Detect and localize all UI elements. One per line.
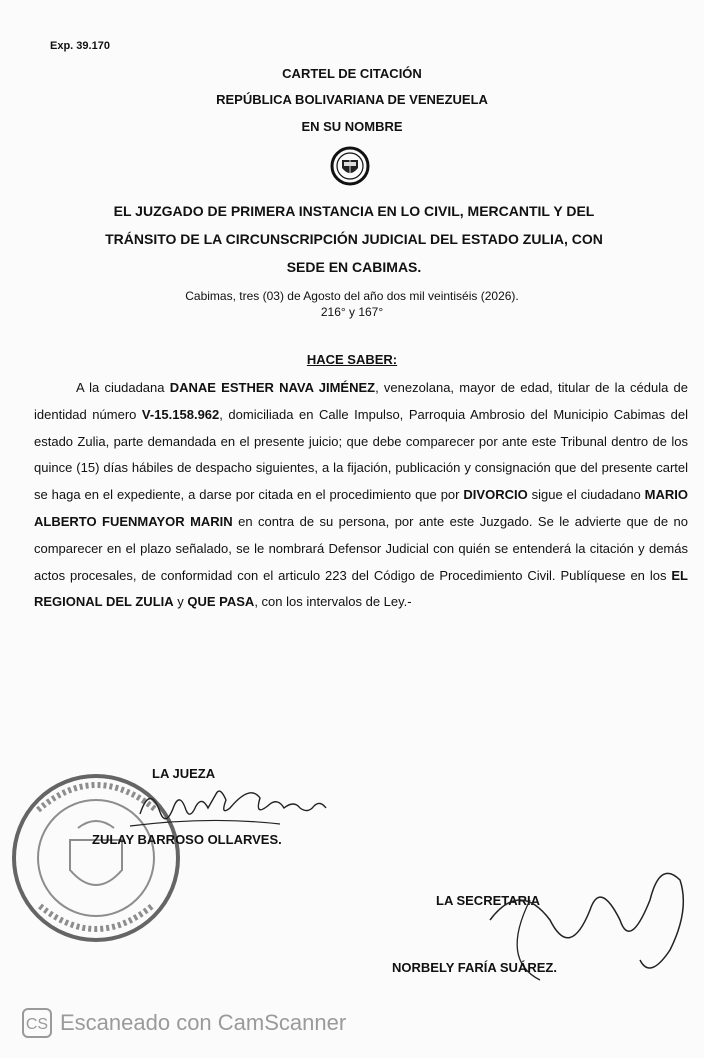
camscanner-logo-icon: CS <box>22 1008 52 1038</box>
expediente-number: Exp. 39.170 <box>50 40 110 52</box>
secretaria-name: NORBELY FARÍA SUÁREZ. <box>392 960 557 975</box>
newspaper-2: QUE PASA <box>187 594 255 610</box>
court-heading <box>38 197 670 281</box>
watermark-text: Escaneado con CamScanner <box>60 1010 347 1035</box>
court-line-2: TRÁNSITO DE LA CIRCUNSCRIPCIÓN JUDICIAL DEL ESTADO ZULIA, CON <box>105 231 603 247</box>
camscanner-watermark <box>22 1008 442 1042</box>
plaintiff-name: MARIO ALBERTO FUENMAYOR MARIN <box>34 487 688 529</box>
court-line-1: EL JUZGADO DE PRIMERA INSTANCIA EN LO CIVIL, MERCANTIL Y DEL <box>113 203 595 219</box>
body-text-c: , domiciliada en Calle Impulso, Parroquia Ambrosio del Municipio Cabimas del estado Zulia, parte demandada en el presente juicio; que debe comparecer por ante este Tribunal dentro de los quince (15) días hábiles de despacho siguientes, a la fijación, publicación y consignación que del presente cartel se haga en el expediente, a darse por citada en el procedimiento que por <box>34 406 688 503</box>
jueza-title: LA JUEZA <box>152 766 216 781</box>
body-text-d: sigue el ciudadano <box>527 487 645 503</box>
coat-of-arms-seal-icon <box>330 146 370 186</box>
date-block <box>0 288 704 320</box>
case-type: DIVORCIO <box>463 487 528 503</box>
newspaper-1: EL REGIONAL DEL ZULIA <box>34 567 688 610</box>
citation-body <box>34 375 688 616</box>
judge-signature-icon <box>120 774 380 834</box>
years-line: 216° y 167° <box>320 305 384 319</box>
body-text-g: , con los intervalos de Ley.- <box>254 594 412 610</box>
body-text-f: y <box>173 594 188 610</box>
secretaria-title: LA SECRETARIA <box>436 893 540 908</box>
body-text-e: en contra de su persona, por ante este Juzgado. Se le advierte que de no comparecer en el plazo señalado, se le nombrará Defensor Judicial con quién se entenderá la citación y demás actos procesales, de conformidad con el articulo 223 del Código de Procedimiento Civil. Publíquese en los <box>34 513 688 583</box>
body-text-a: A la ciudadana <box>76 380 170 395</box>
en-su-nombre-heading: EN SU NOMBRE <box>301 119 403 134</box>
defendant-name: DANAE ESTHER NAVA JIMÉNEZ <box>169 380 376 395</box>
hace-saber-heading: HACE SABER: <box>306 352 398 367</box>
republic-heading: REPÚBLICA BOLIVARIANA DE VENEZUELA <box>216 92 488 107</box>
court-line-3: SEDE EN CABIMAS. <box>286 259 422 275</box>
jueza-name: ZULAY BARROSO OLLARVES. <box>92 832 282 847</box>
date-line: Cabimas, tres (03) de Agosto del año dos mil veintiséis (2026). <box>185 289 519 303</box>
cedula-number: V-15.158.962 <box>141 406 220 422</box>
document-title: CARTEL DE CITACIÓN <box>282 66 422 81</box>
body-text-b: , venezolana, mayor de edad, titular de la cédula de identidad número <box>34 380 688 422</box>
